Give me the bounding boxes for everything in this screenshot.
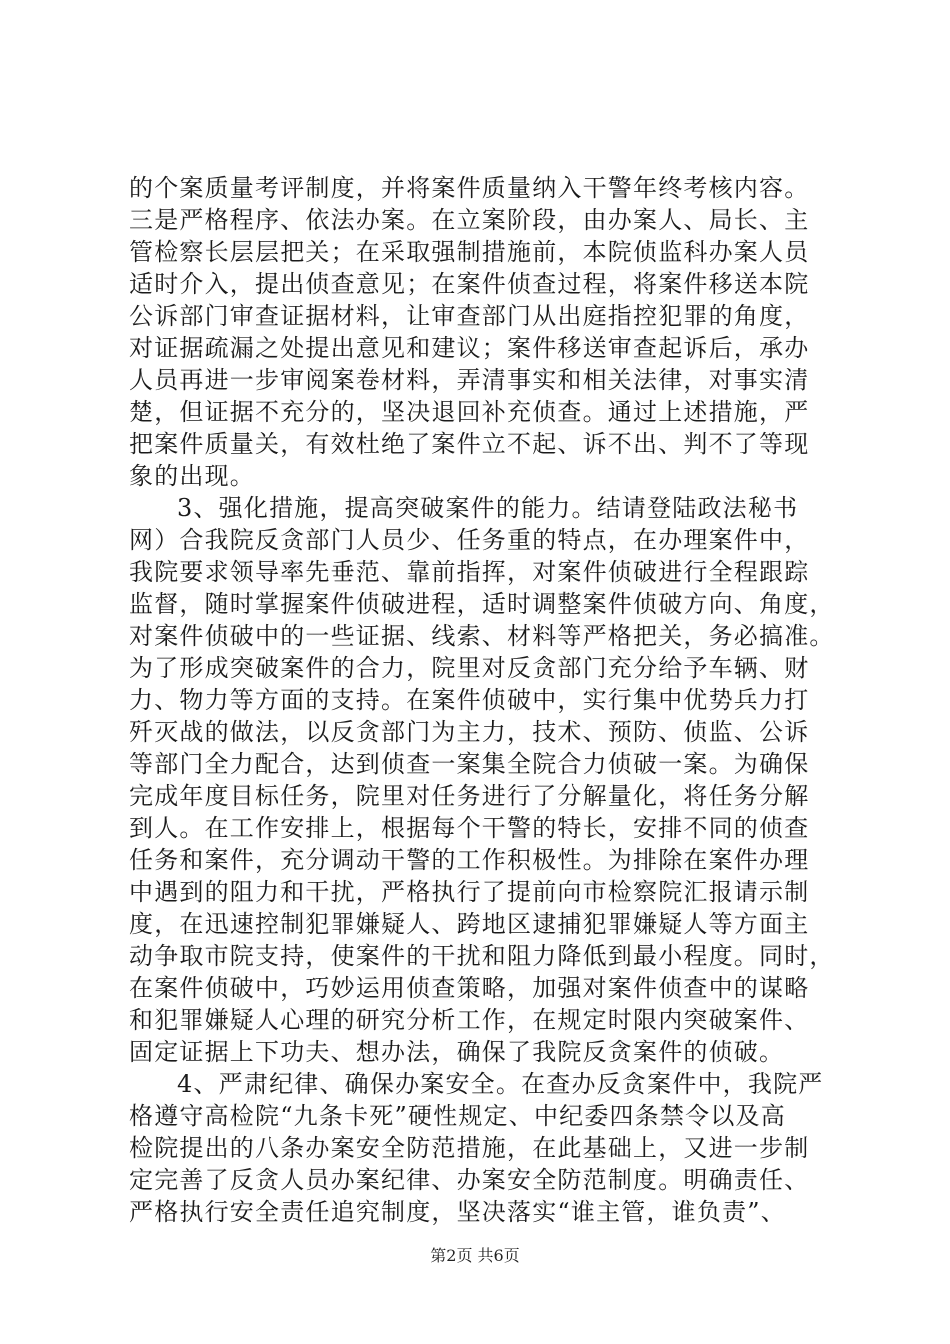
text-line: 动争取市院支持，使案件的干扰和阻力降低到最小程度。同时， (129, 942, 835, 970)
text-line: 对案件侦破中的一些证据、线索、材料等严格把关，务必搞准。 (129, 622, 835, 650)
document-body (129, 172, 835, 1228)
text-line: 完成年度目标任务，院里对任务进行了分解量化，将任务分解 (129, 782, 810, 810)
text-line: 和犯罪嫌疑人心理的研究分析工作，在规定时限内突破案件、 (129, 1006, 810, 1034)
text-line: 力、物力等方面的支持。在案件侦破中，实行集中优势兵力打 (129, 686, 810, 714)
text-line: 公诉部门审查证据材料，让审查部门从出庭指控犯罪的角度， (129, 302, 810, 330)
page-number-footer: 第2页 共6页 (430, 1246, 520, 1265)
text-line: 在案件侦破中，巧妙运用侦查策略，加强对案件侦查中的谋略 (129, 974, 810, 1002)
text-line: 严格执行安全责任追究制度，坚决落实“谁主管，谁负责”、 (129, 1198, 786, 1226)
text-line: 中遇到的阻力和干扰，严格执行了提前向市检察院汇报请示制 (129, 878, 810, 906)
text-line: 象的出现。 (129, 462, 255, 490)
text-line: 网）合我院反贪部门人员少、任务重的特点，在办理案件中， (129, 526, 810, 554)
text-line: 的个案质量考评制度，并将案件质量纳入干警年终考核内容。 (129, 174, 810, 202)
text-line: 适时介入，提出侦查意见；在案件侦查过程，将案件移送本院 (129, 270, 810, 298)
text-line: 三是严格程序、依法办案。在立案阶段，由办案人、局长、主 (129, 206, 810, 234)
paragraph-start-line: 3、强化措施，提高突破案件的能力。结请登陆政法秘书 (177, 494, 799, 522)
text-line: 我院要求领导率先垂范、靠前指挥，对案件侦破进行全程跟踪 (129, 558, 810, 586)
text-line: 管检察长层层把关；在采取强制措施前，本院侦监科办案人员 (129, 238, 810, 266)
text-line: 楚，但证据不充分的，坚决退回补充侦查。通过上述措施，严 (129, 398, 810, 426)
text-line: 歼灭战的做法，以反贪部门为主力，技术、预防、侦监、公诉 (129, 718, 810, 746)
text-line: 把案件质量关，有效杜绝了案件立不起、诉不出、判不了等现 (129, 430, 810, 458)
text-line: 格遵守高检院“九条卡死”硬性规定、中纪委四条禁令以及高 (129, 1102, 786, 1130)
text-line: 到人。在工作安排上，根据每个干警的特长，安排不同的侦查 (129, 814, 810, 842)
text-line: 度，在迅速控制犯罪嫌疑人、跨地区逮捕犯罪嫌疑人等方面主 (129, 910, 810, 938)
text-line: 对证据疏漏之处提出意见和建议；案件移送审查起诉后，承办 (129, 334, 810, 362)
text-line: 人员再进一步审阅案卷材料，弄清事实和相关法律，对事实清 (129, 366, 810, 394)
text-line: 为了形成突破案件的合力，院里对反贪部门充分给予车辆、财 (129, 654, 810, 682)
text-line: 监督，随时掌握案件侦破进程，适时调整案件侦破方向、角度， (129, 590, 835, 618)
text-line: 固定证据上下功夫、想办法，确保了我院反贪案件的侦破。 (129, 1038, 785, 1066)
text-line: 等部门全力配合，达到侦查一案集全院合力侦破一案。为确保 (129, 750, 810, 778)
text-line: 任务和案件，充分调动干警的工作积极性。为排除在案件办理 (129, 846, 810, 874)
text-line: 检院提出的八条办案安全防范措施，在此基础上，又进一步制 (129, 1134, 810, 1162)
paragraph-start-line: 4、严肃纪律、确保办案安全。在查办反贪案件中，我院严 (177, 1070, 824, 1098)
text-line: 定完善了反贪人员办案纪律、办案安全防范制度。明确责任、 (129, 1166, 810, 1194)
